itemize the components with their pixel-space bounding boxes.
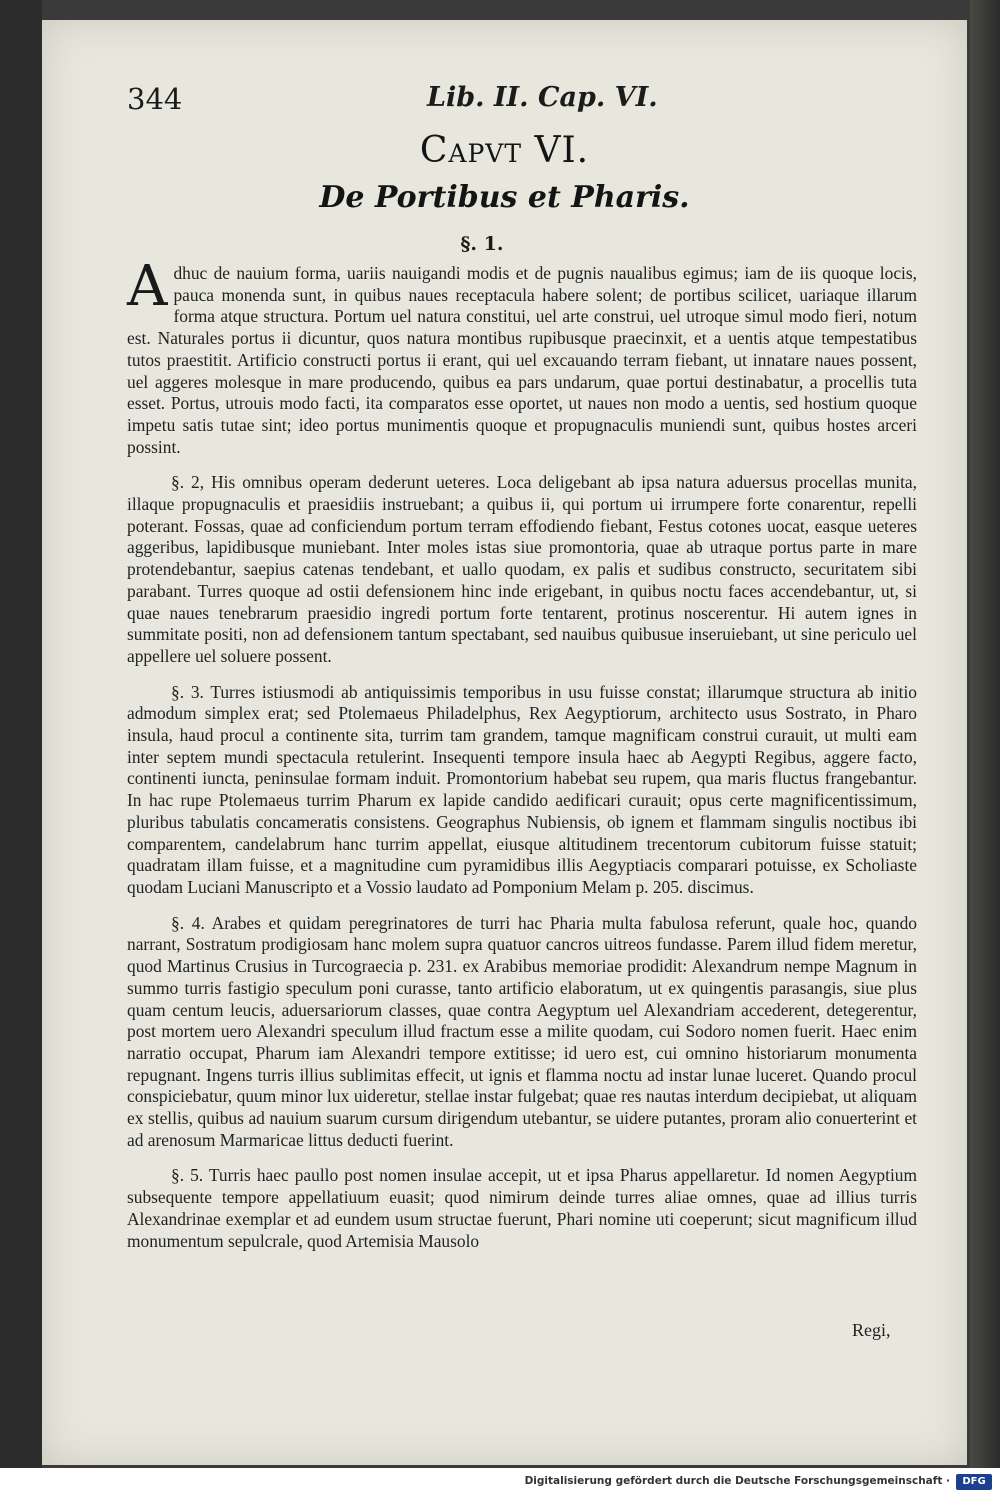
scan-edge-left xyxy=(0,0,42,1468)
page-header xyxy=(127,82,687,122)
drop-cap: A xyxy=(127,254,168,319)
running-head: Lib. II. Cap. VI. xyxy=(427,82,658,113)
paragraph-1-text: dhuc de nauium forma, uariis nauigandi modis et de pugnis naualibus egimus; iam de iis quoque locis, pauca monenda sunt, in quibus naues receptacula habere solent; de portibus scilicet, uariaque illarum forma atque structura. Portum uel natura constitui, uel arte construi, uel utroque simul modo fieri, notum est. Naturales portus ii dicuntur, quos natura montibus rupibusque praecinxit, et a uentis atque tempestatibus tutos praestitit. Artificio constructi portus ii erant, qui uel excauando terram fiebant, ut innatare naues possent, uel aggeres molesque in mare producendo, quibus ea pars undarum, quae portui destinabatur, a procellis tuta esset. Portus, utrouis modo facti, ita comparatos esse oportet, ut naues non modo a uentis, sed hostium quoque impetu satis tutae sint; ideo portus munimentis quoque et propugnaculis muniendi sunt, quibus hostes arceri possint. xyxy=(127,263,917,457)
dfg-logo: DFG xyxy=(956,1474,992,1490)
book-page xyxy=(42,20,967,1465)
catchword: Regi, xyxy=(852,1320,891,1340)
paragraph-2: §. 2, His omnibus operam dederunt ueteres. Loca deligebant ab ipsa natura aduersus procellas munita, illaque propugnaculis et praesidiis instruebant; a quibus ii, qui portum ui irrumpere forte conarentur, repelli poterant. Fossas, quae ad conficiendum portum terram effodiendo fiebant, Festus cotones uocat, easque ueteres aggeribus, lapidibusque muniebant. Inter moles istas siue promontoria, quae ab utraque portus parte in mare protendebantur, saepius catenas tendebant, et uallo quodam, ex palis et sudibus constructo, securitatem sibi parabant. Turres quoque ad ostii defensionem hinc inde erigebant, in quibus noctu faces accendebantur, ut, si quae naues tenebrarum praesidio ingredi portum forte tentarent, protinus noscerentur. Hi autem ignes in summitate positi, non ad defensionem tantum spectabant, sed nauibus quibusue inseruiebant, ut sine periculo uel appellere uel soluere possent. xyxy=(127,472,917,666)
funding-credit: Digitalisierung gefördert durch die Deutsche Forschungsgemeinschaft · xyxy=(524,1475,950,1487)
body-text xyxy=(127,254,917,1252)
chapter-subtitle: De Portibus et Pharis. xyxy=(319,180,690,215)
scan-edge-right xyxy=(970,0,1000,1468)
paragraph-4: §. 4. Arabes et quidam peregrinatores de turri hac Pharia multa fabulosa referunt, quale hoc, quando narrant, Sostratum prodigiosam hanc molem supra quatuor cancros uitreos fundasse. Parem illud fidem meretur, quod Martinus Crusius in Turcograecia p. 231. ex Arabibus memoriae prodidit: Alexandrum nempe Magnum in summo turris fastigio speculum poni curasse, tanto artificio elaboratum, ut ex quingentis parasangis, siue plus quam centum leucis, aduersariorum classes, quae contra Aegyptum uel Alexandriam accederent, detegerentur, post mortem uero Alexandri speculum illud fractum esse a milite quodam, cui Sodoro nomen fuerit. Haec enim narratio occupat, Pharum iam Alexandri tempore extitisse; id uero est, cui omnino historiarum monumenta repugnant. Ingens turris illius sublimitas effecit, ut ignis et flamma noctu ad instar lunae luceret. Quando procul conspiciebatur, quum minor lux uideretur, stellae instar fulgebat; quae res nautas interdum decipiebat, ut aliquam ex stellis, quibus ad nauium suarum cursum dirigendum utebantur, se uidere putantes, proram alio conuerterint et ad arenosum Marmaricae littus deducti fuerint. xyxy=(127,912,917,1150)
section-mark: §. 1. xyxy=(460,233,504,255)
chapter-title: Capvt VI. xyxy=(419,130,590,171)
paragraph-5: §. 5. Turris haec paullo post nomen insulae accepit, ut et ipsa Pharus appellaretur. Id nomen Aegyptium subsequente tempore appellatiuum euasit; quod nimirum deinde turres aliae omnes, quae ad illius turris Alexandrinae exemplar et ad eundem usum structae fuerunt, Phari nomine uti coeperunt; sicut magnificum illud monumentum sepulcrale, quod Artemisia Mausolo xyxy=(127,1165,917,1251)
footer-bar xyxy=(0,1468,1000,1497)
page-number: 344 xyxy=(127,82,183,116)
paragraph-3: §. 3. Turres istiusmodi ab antiquissimis temporibus in usu fuisse constat; illarumque structura ab initio admodum simplex erat; sed Ptolemaeus Philadelphus, Rex Aegyptiorum, architecto usus Sostrato, in Pharo insula, haud procul a continente sita, turrim tam grandem, tamque magnificam construi curauit, ut multi eam inter septem mundi spectacula retulerint. Insequenti tempore insula haec ab Aegypti Regibus, aggere facto, continenti iuncta, peninsulae formam induit. Promontorium habebat seu rupem, qua maris fluctus frangebantur. In hac rupe Ptolemaeus turrim Pharum ex lapide candido aedificari curauit; opus certe magnificentissimum, pluribus tabulatis concameratis consistens. Geographus Nubiensis, ob ignem et flammam singulis noctibus ibi comparentem, candelabrum hanc turrim appellat, eiusque altitudinem trecentorum cubitorum fuisse statuit; quadratam illam fuisse, et a magnitudine cum pyramidibus illis Aegyptiacis comparari potuisse, ex Scholiaste quodam Luciani Manuscripto et a Vossio laudato ad Pomponium Melam p. 205. discimus. xyxy=(127,681,917,897)
paragraph-1 xyxy=(127,254,917,458)
